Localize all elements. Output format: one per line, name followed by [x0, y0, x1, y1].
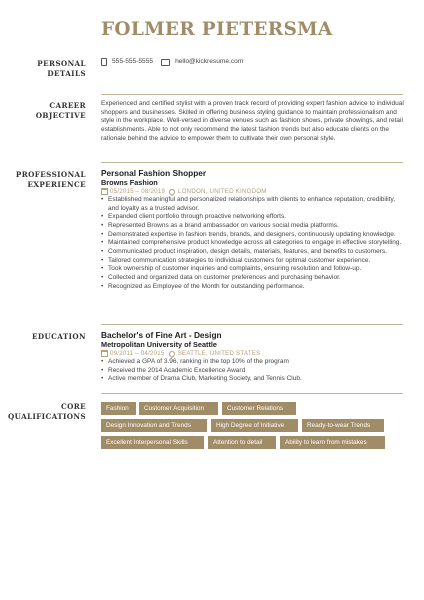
- resume-name: FOLMER PIETERSMA: [101, 19, 333, 40]
- section-divider: [101, 94, 403, 95]
- education-meta: [101, 349, 405, 358]
- list-item: • Represented Browns as a brand ambassador on various social media platforms.: [101, 222, 405, 231]
- list-item: • Took ownership of customer inquiries and complaints, ensuring resolution and follow-up.: [101, 265, 405, 274]
- core-qualifications-heading: CORE QUALIFICATIONS: [7, 402, 86, 421]
- qualification-tag: Fashion: [101, 402, 136, 415]
- email-address: hello@kickresume.com: [175, 58, 244, 65]
- contact-details: [101, 58, 405, 67]
- job-dates: 05/2015 – 08/2019: [110, 188, 166, 195]
- employer-name: Browns Fashion: [101, 177, 158, 187]
- qualification-tag: Customer Relations: [222, 402, 296, 415]
- degree-title: Bachelor's of Fine Art - Design: [101, 330, 222, 340]
- list-item: • Established meaningful and personalized relationships with clients to enhance reputation, credibility, and loyalty as a trusted advisor.: [101, 196, 405, 213]
- personal-details-heading: PERSONAL DETAILS: [37, 59, 86, 78]
- list-item: • Achieved a GPA of 3.96, ranking in the top 10% of the program: [101, 358, 405, 367]
- qualification-tag: Excellent Interpersonal Skills: [101, 436, 204, 449]
- job-bullets: [101, 196, 405, 291]
- career-objective-heading: CAREER OBJECTIVE: [35, 101, 86, 120]
- list-item: • Tailored communication strategies to individual customers for optimal customer experience.: [101, 257, 405, 266]
- list-item: • Expanded client portfolio through proactive networking efforts.: [101, 213, 405, 222]
- job-meta: [101, 187, 405, 196]
- list-item: • Collected and organized data on customer preferences and purchasing behavior.: [101, 274, 405, 283]
- location-pin-icon: [168, 187, 176, 195]
- list-item: • Demonstrated expertise in fashion trends, brands, and designers, continuously updating knowledge.: [101, 231, 405, 240]
- qualification-tag: Attention to detail: [208, 436, 276, 449]
- school-name: Metropolitan University of Seattle: [101, 339, 217, 349]
- calendar-icon: [101, 188, 108, 196]
- qualification-tag: High Degree of Initiative: [211, 419, 298, 432]
- section-divider: [101, 393, 403, 394]
- mail-icon: [161, 59, 170, 66]
- professional-experience-heading: PROFESSIONAL EXPERIENCE: [15, 170, 86, 189]
- list-item: • Received the 2014 Academic Excellence Award: [101, 367, 405, 376]
- list-item: • Recognized as Employee of the Month for outstanding performance.: [101, 283, 405, 292]
- list-item: • Communicated product inspiration, design details, materials, features, and benefits to customers.: [101, 248, 405, 257]
- education-heading: EDUCATION: [31, 332, 86, 341]
- list-item: • Maintained comprehensive product knowledge across all categories to engage in effective storytelling.: [101, 239, 405, 248]
- qualification-tag: Customer Acquisition: [139, 402, 218, 415]
- section-divider: [101, 324, 403, 325]
- job-title: Personal Fashion Shopper: [101, 168, 207, 178]
- education-entry: [101, 331, 405, 384]
- education-dates: 09/2011 – 04/2015: [110, 350, 165, 357]
- education-bullets: [101, 358, 405, 384]
- calendar-icon: [101, 350, 108, 358]
- job-location: LONDON, UNITED KINGDOM: [178, 188, 267, 195]
- phone-number: 555-555-5555: [112, 58, 154, 65]
- list-item: • Active member of Drama Club, Marketing Society, and Tennis Club.: [101, 375, 405, 384]
- qualification-tag: Ready-to-wear Trends: [302, 419, 384, 432]
- job-entry: [101, 169, 405, 291]
- qualification-tag: Design Innovation and Trends: [101, 419, 207, 432]
- phone-icon: [101, 58, 107, 66]
- qualification-tag: Ability to learn from mistakes: [280, 436, 385, 449]
- section-divider: [101, 162, 403, 163]
- location-pin-icon: [167, 349, 175, 357]
- career-objective-text: Experienced and certified stylist with a proven track record of providing expert fashion advice to individual shoppers and businesses. Skilled in offering business styling guidance to maintain professionalism and style in the workplace. Well-versed in diverse venues such as fashion shows, private showings, and retail establishments. Able to not only recommend the latest fashion trends but also educate clients on the rationale behind the advice to empower them to cultivate their own personal style.: [101, 100, 404, 142]
- education-location: SEATTLE, UNITED STATES: [177, 350, 261, 357]
